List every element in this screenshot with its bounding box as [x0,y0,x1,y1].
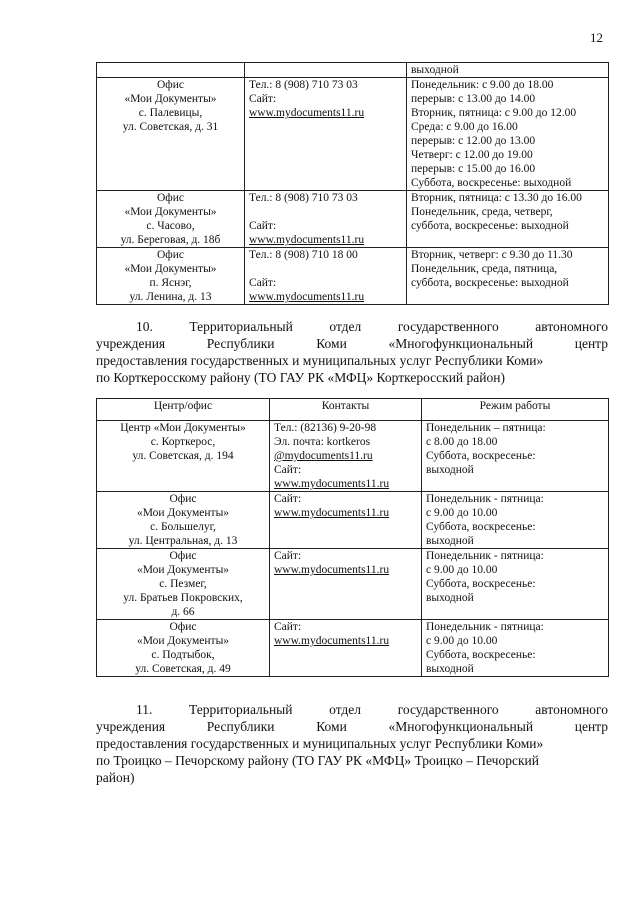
heading-line: предоставления государственных и муниципальных услуг Республики Коми» [96,736,544,751]
cell-line: «Мои Документы» [124,206,217,218]
cell-line: Суббота, воскресенье: [426,521,536,533]
cell-line: выходной [426,592,474,604]
cell-line: с. Палевицы, [138,107,203,119]
cell-line: Сайт: [249,277,277,289]
office-cell [97,248,245,305]
cell-line: «Мои Документы» [136,507,230,519]
heading-line: предоставления государственных и муниципальных услуг Республики Коми» [96,353,544,368]
cell-line: Понедельник, среда, пятница, [411,263,558,275]
contacts-cell [270,492,422,549]
office-cell [97,63,245,78]
cell-line: «Мои Документы» [124,263,217,275]
website-link[interactable]: www.mydocuments11.ru [274,478,390,490]
cell-line: Понедельник, среда, четверг, [411,206,553,218]
contacts-cell [245,248,407,305]
cell-line: Центр «Мои Документы» [120,422,246,434]
cell-line: Офис [169,493,197,505]
hours-cell [407,191,609,248]
cell-line: выходной [426,464,474,476]
section-11-heading [96,701,608,786]
cell-line: Тел.: 8 (908) 710 73 03 [249,79,358,91]
column-header-hours: Режим работы [422,399,609,421]
offices-table-continued [96,62,609,305]
cell-line: Суббота, воскресенье: выходной [411,177,572,189]
cell-line: суббота, воскресенье: выходной [411,220,569,232]
office-cell [97,620,270,677]
cell-line: с 9.00 до 10.00 [426,507,498,519]
website-link[interactable]: www.mydocuments11.ru [274,635,390,647]
cell-line: с. Корткерос, [150,436,216,448]
cell-line: Понедельник - пятница: [426,550,544,562]
hours-cell [407,63,609,78]
cell-line [249,205,402,219]
cell-line: ул. Советская, д. 194 [132,450,234,462]
website-link[interactable]: www.mydocuments11.ru [274,564,390,576]
hours-cell [407,78,609,191]
column-header-office: Центр/офис [97,399,270,421]
office-cell [97,191,245,248]
heading-line: район) [96,770,135,785]
contacts-cell [245,78,407,191]
cell-line: Понедельник – пятница: [426,422,546,434]
hours-cell [407,248,609,305]
hours-cell [422,492,609,549]
website-link[interactable]: www.mydocuments11.ru [274,507,390,519]
cell-line: Сайт: [274,464,302,476]
website-link[interactable]: www.mydocuments11.ru [249,291,365,303]
cell-line: выходной [426,535,474,547]
contacts-cell [245,63,407,78]
cell-line: Сайт: [249,220,277,232]
kortkeros-offices-table [96,398,609,677]
table-row [97,549,609,620]
cell-line: Понедельник - пятница: [426,493,544,505]
cell-line: ул. Центральная, д. 13 [128,535,238,547]
cell-line: с. Большелуг, [150,521,216,533]
cell-line: ул. Береговая, д. 18б [120,234,221,246]
hours-cell [422,549,609,620]
table-row [97,63,609,78]
cell-line: «Мои Документы» [124,93,217,105]
cell-line: перерыв: с 13.00 до 14.00 [411,93,536,105]
cell-line: Вторник, пятница: с 9.00 до 12.00 [411,107,577,119]
cell-line: Эл. почта: kortkeros [274,436,371,448]
table-header-row [97,399,609,421]
office-cell [97,492,270,549]
cell-line: ул. Советская, д. 49 [135,663,231,675]
cell-line: «Мои Документы» [136,564,230,576]
cell-line: Среда: с 9.00 до 16.00 [411,121,518,133]
cell-line: Понедельник - пятница: [426,621,544,633]
cell-line: Тел.: (82136) 9-20-98 [274,422,377,434]
cell-line: Сайт: [249,93,277,105]
cell-line: с 9.00 до 10.00 [426,635,498,647]
cell-line: выходной [426,663,474,675]
website-link[interactable]: @mydocuments11.ru [274,450,373,462]
contacts-cell [245,191,407,248]
heading-line: по Троицко – Печорскому району (ТО ГАУ РК «МФЦ» Троицко – Печорский [96,753,539,768]
website-link[interactable]: www.mydocuments11.ru [249,234,365,246]
cell-line: Сайт: [274,621,302,633]
cell-line: Офис [156,79,184,91]
cell-line: с. Подтыбок, [151,649,215,661]
page-number: 12 [590,30,603,45]
cell-line: Офис [156,192,184,204]
cell-line: Понедельник: с 9.00 до 18.00 [411,79,554,91]
cell-line: Офис [169,550,197,562]
cell-line: ул. Ленина, д. 13 [129,291,212,303]
cell-line: Сайт: [274,550,302,562]
cell-line: Вторник, пятница: с 13.30 до 16.00 [411,192,582,204]
cell-line [249,262,402,276]
cell-line: Вторник, четверг: с 9.30 до 11.30 [411,249,573,261]
section-10-heading [96,318,608,386]
cell-line: ул. Братьев Покровских, [123,592,243,604]
cell-line: с. Пезмег, [159,578,207,590]
cell-line: перерыв: с 12.00 до 13.00 [411,135,536,147]
contacts-cell [270,421,422,492]
cell-line: п. Яснэг, [149,277,192,289]
cell-line: перерыв: с 15.00 до 16.00 [411,163,536,175]
office-cell [97,549,270,620]
cell-line: д. 66 [171,606,195,618]
office-cell [97,78,245,191]
cell-line: Тел.: 8 (908) 710 73 03 [249,192,358,204]
cell-line: Тел.: 8 (908) 710 18 00 [249,249,358,261]
cell-line: «Мои Документы» [136,635,230,647]
cell-line: выходной [411,64,459,76]
table-row [97,492,609,549]
hours-cell [422,620,609,677]
cell-line: суббота, воскресенье: выходной [411,277,569,289]
hours-cell [422,421,609,492]
cell-line: ул. Советская, д. 31 [122,121,219,133]
website-link[interactable]: www.mydocuments11.ru [249,107,365,119]
table-row [97,421,609,492]
cell-line: с 9.00 до 10.00 [426,564,498,576]
cell-line: Офис [169,621,197,633]
heading-line: учреждения Республики Коми «Многофункциональный центр [96,336,608,351]
heading-line: по Корткеросскому району (ТО ГАУ РК «МФЦ» Корткеросский район) [96,370,505,385]
table-row [97,78,609,191]
column-header-contacts: Контакты [270,399,422,421]
cell-line: Суббота, воскресенье: [426,450,536,462]
table-row [97,248,609,305]
heading-line: 11. Территориальный отдел государственного автономного [136,702,608,717]
heading-line: учреждения Республики Коми «Многофункциональный центр [96,719,608,734]
cell-line: Четверг: с 12.00 до 19.00 [411,149,533,161]
contacts-cell [270,620,422,677]
cell-line: Суббота, воскресенье: [426,578,536,590]
cell-line: Офис [156,249,184,261]
table-row [97,191,609,248]
cell-line: с 8.00 до 18.00 [426,436,498,448]
cell-line: Сайт: [274,493,302,505]
office-cell [97,421,270,492]
contacts-cell [270,549,422,620]
cell-line: Суббота, воскресенье: [426,649,536,661]
heading-line: 10. Территориальный отдел государственного автономного [136,319,608,334]
table-row [97,620,609,677]
cell-line: с. Часово, [146,220,195,232]
